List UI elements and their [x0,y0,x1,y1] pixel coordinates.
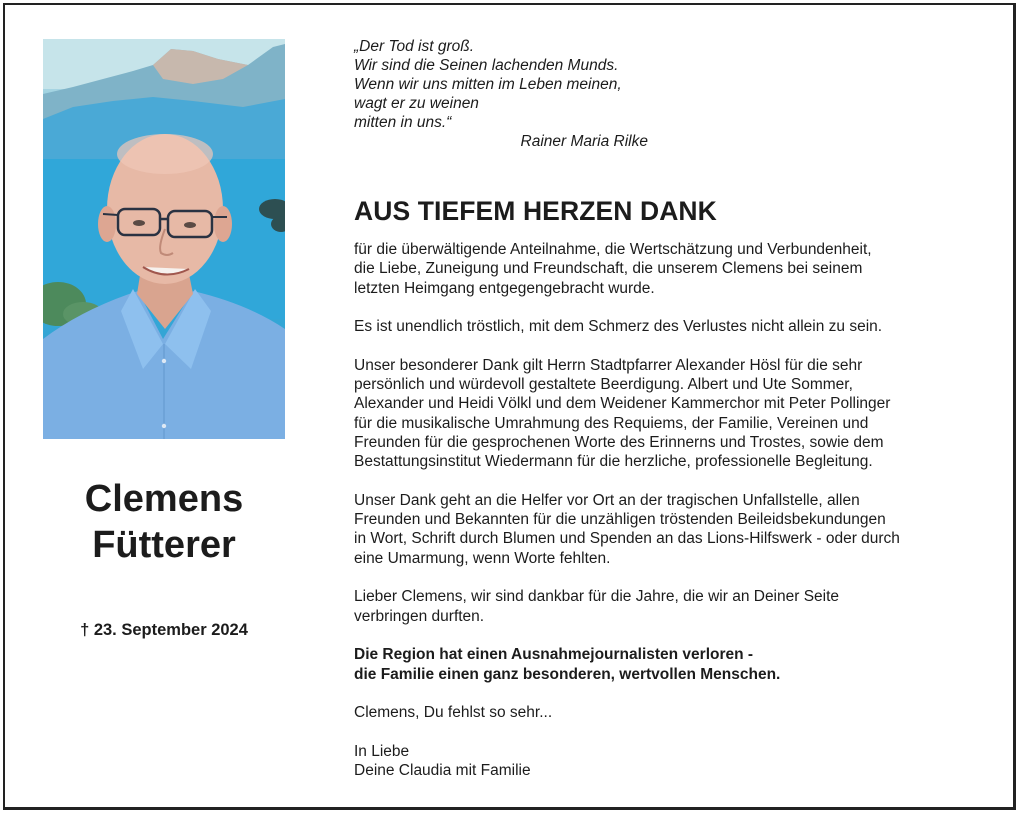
text-line: verbringen durften. [354,607,485,625]
quote-line: mitten in uns.“ [354,114,452,131]
text-line: Freunden und Bekannten für die unzähligen tröstenden Beileidsbekundungen [354,511,886,529]
quote-line: wagt er zu weinen [354,95,479,112]
text-line: Freunden für die gesprochenen Worte des Erinnerns und Trostes, sowie dem [354,433,884,451]
paragraph-tribute [354,645,994,684]
text-line: Bestattungsinstitut Wiedermann für die herzliche, professionelle Begleitung. [354,453,873,471]
paragraph-comfort [354,317,994,336]
text-line: die Familie einen ganz besonderen, wertvollen Menschen. [354,665,781,683]
first-name: Clemens [84,478,244,520]
last-name: Fütterer [92,524,236,566]
portrait-photo [43,39,285,439]
text-line: Die Region hat einen Ausnahmejournalisten verloren - [354,646,754,664]
quote-line: Wenn wir uns mitten im Leben meinen, [354,76,622,93]
text-line: Unser Dank geht an die Helfer vor Ort an der tragischen Unfallstelle, allen [354,491,860,509]
quote-line: „Der Tod ist groß. [354,38,475,55]
paragraph-helpers [354,491,994,568]
paragraph-gratitude [354,240,994,298]
thank-you-text [354,240,994,800]
text-line: Deine Claudia mit Familie [354,762,531,780]
text-line: eine Umarmung, wenn Worte fehlten. [354,549,611,567]
paragraph-special-thanks [354,356,994,472]
quote-line: Wir sind die Seinen lachenden Munds. [354,57,619,74]
text-line: In Liebe [354,742,410,760]
headline: AUS TIEFEM HERZEN DANK [354,196,717,226]
text-line: für die musikalische Umrahmung des Requiems, der Familie, Vereinen und [354,414,869,432]
quote-author: Rainer Maria Rilke [520,133,648,150]
text-line: Es ist unendlich tröstlich, mit dem Schmerz des Verlustes nicht allein zu sein. [354,318,883,336]
text-line: persönlich und würdevoll gestaltete Beerdigung. Albert und Ute Sommer, [354,376,853,394]
text-line: Unser besonderer Dank gilt Herrn Stadtpfarrer Alexander Hösl für die sehr [354,356,863,374]
paragraph-missed [354,703,994,722]
text-line: Alexander und Heidi Völkl und dem Weidener Kammerchor mit Peter Pollinger [354,395,891,413]
text-line: für die überwältigende Anteilnahme, die Wertschätzung und Verbundenheit, [354,241,872,258]
text-line: Clemens, Du fehlst so sehr... [354,704,553,722]
deceased-name [43,476,285,568]
portrait-illustration [43,39,285,439]
text-line: die Liebe, Zuneigung und Freundschaft, die unserem Clemens bei seinem [354,260,863,278]
text-line: letzten Heimgang entgegengebracht wurde. [354,279,655,297]
text-line: in Wort, Schrift durch Blumen und Spenden an das Lions-Hilfswerk - oder durch [354,530,900,548]
signature [354,742,994,781]
paragraph-dear-clemens [354,587,994,626]
rilke-quote [354,37,664,151]
death-date: † 23. September 2024 [80,621,248,639]
text-line: Lieber Clemens, wir sind dankbar für die Jahre, die wir an Deiner Seite [354,588,840,606]
